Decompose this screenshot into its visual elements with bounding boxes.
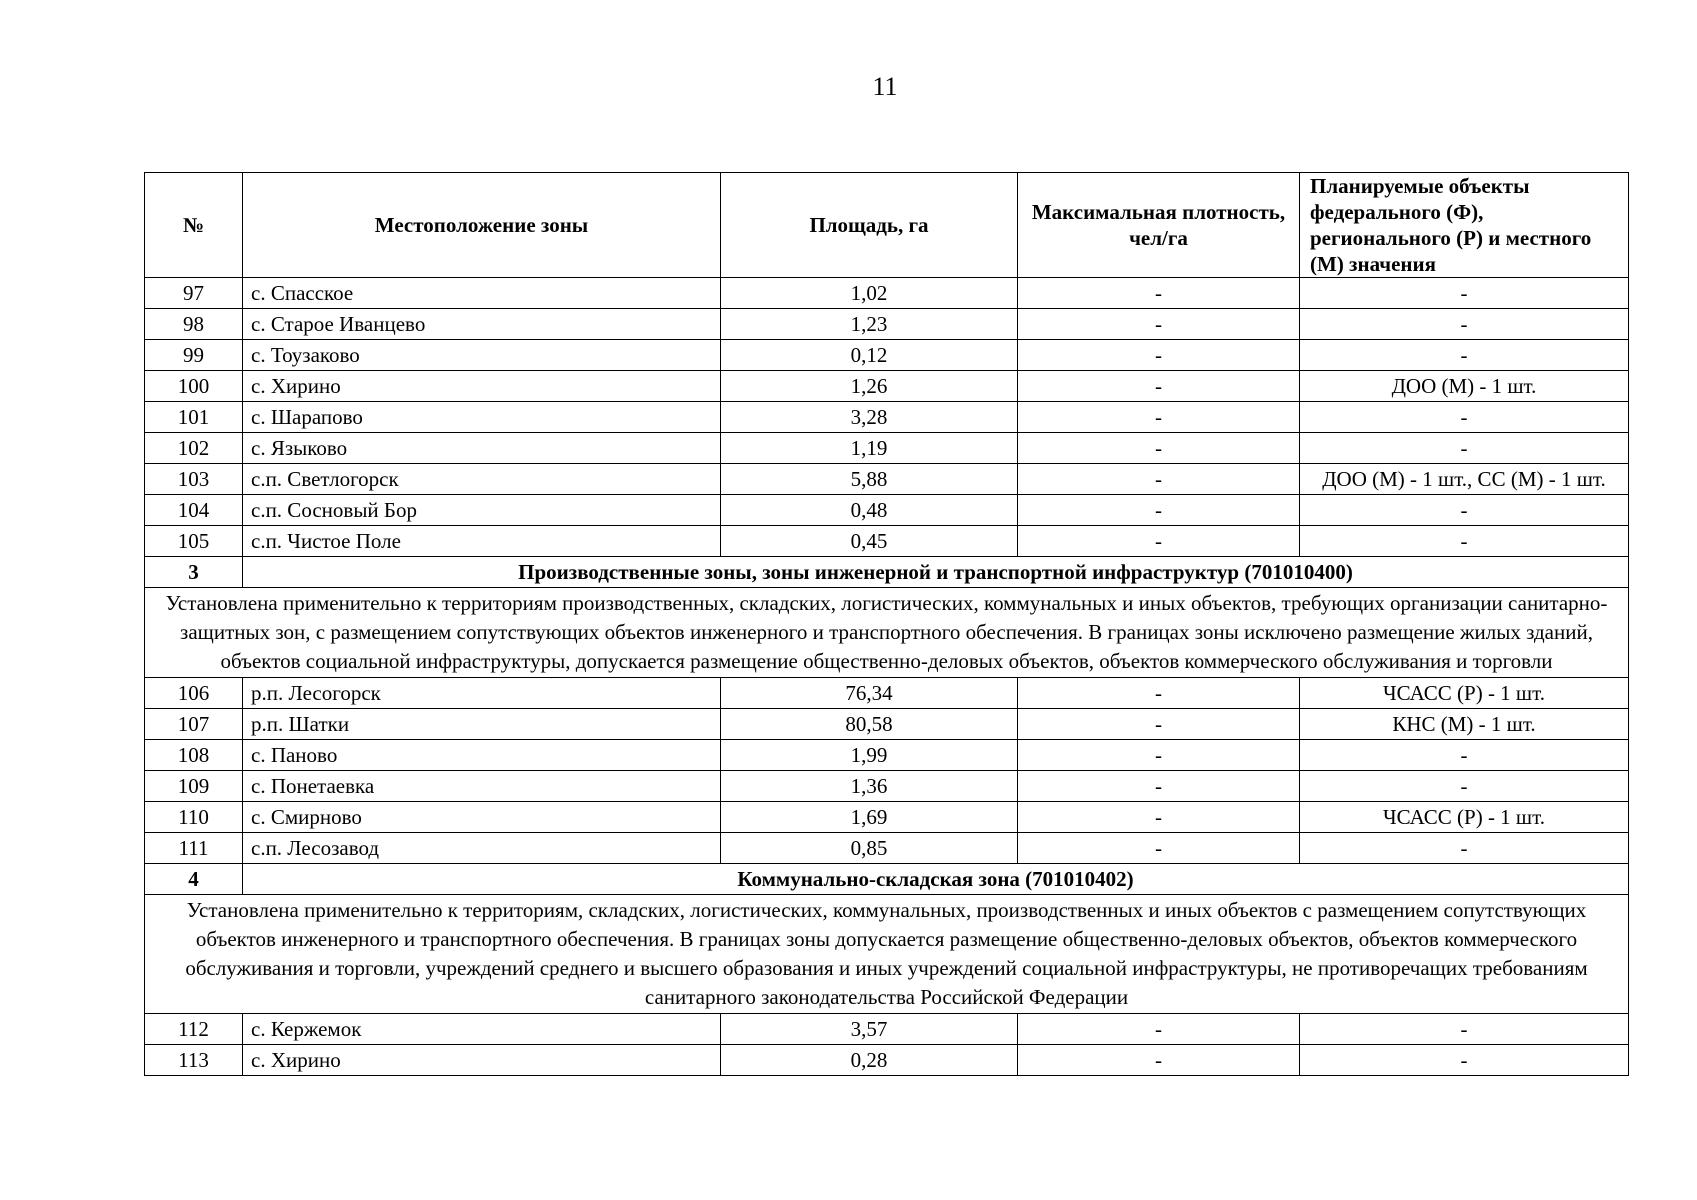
row-area: 0,45 — [721, 526, 1018, 557]
row-location: с. Кержемок — [243, 1014, 721, 1045]
row-number: 97 — [145, 278, 243, 309]
row-location: с. Хирино — [243, 371, 721, 402]
header-area: Площадь, га — [721, 173, 1018, 278]
row-number: 109 — [145, 771, 243, 802]
table-row — [145, 402, 1629, 433]
table-row — [145, 495, 1629, 526]
row-location: с. Спасское — [243, 278, 721, 309]
table-row — [145, 802, 1629, 833]
table-row — [145, 340, 1629, 371]
row-location: с.п. Сосновый Бор — [243, 495, 721, 526]
row-objects: - — [1300, 771, 1629, 802]
row-area: 3,57 — [721, 1014, 1018, 1045]
row-area: 5,88 — [721, 464, 1018, 495]
table-row — [145, 771, 1629, 802]
section-heading-row — [145, 557, 1629, 588]
row-density: - — [1018, 464, 1300, 495]
row-area: 1,36 — [721, 771, 1018, 802]
row-objects: - — [1300, 526, 1629, 557]
row-area: 0,85 — [721, 833, 1018, 864]
row-density: - — [1018, 278, 1300, 309]
row-density: - — [1018, 340, 1300, 371]
section-number: 4 — [145, 864, 243, 895]
row-area: 80,58 — [721, 709, 1018, 740]
table-row — [145, 309, 1629, 340]
section-3 — [145, 557, 1629, 678]
row-area: 1,26 — [721, 371, 1018, 402]
header-density: Максимальная плотность, чел/га — [1018, 173, 1300, 278]
row-number: 104 — [145, 495, 243, 526]
row-objects: - — [1300, 495, 1629, 526]
row-area: 0,28 — [721, 1045, 1018, 1076]
table-body-b — [145, 678, 1629, 864]
section-title: Коммунально-складская зона (701010402) — [243, 864, 1629, 895]
row-density: - — [1018, 833, 1300, 864]
row-objects: ЧСАСС (Р) - 1 шт. — [1300, 802, 1629, 833]
row-density: - — [1018, 402, 1300, 433]
row-objects: ЧСАСС (Р) - 1 шт. — [1300, 678, 1629, 709]
row-objects: - — [1300, 833, 1629, 864]
row-objects: - — [1300, 278, 1629, 309]
table-header — [145, 173, 1629, 278]
table-row — [145, 278, 1629, 309]
row-location: р.п. Лесогорск — [243, 678, 721, 709]
row-density: - — [1018, 309, 1300, 340]
header-objects: Планируемые объекты федерального (Ф), регионального (Р) и местного (М) значения — [1300, 173, 1629, 278]
zones-table — [144, 172, 1629, 1076]
table-row — [145, 464, 1629, 495]
row-objects: - — [1300, 1045, 1629, 1076]
section-number: 3 — [145, 557, 243, 588]
header-num: № — [145, 173, 243, 278]
table-row — [145, 526, 1629, 557]
section-description-row — [145, 588, 1629, 678]
row-area: 0,12 — [721, 340, 1018, 371]
section-4 — [145, 864, 1629, 1014]
table-row — [145, 833, 1629, 864]
row-density: - — [1018, 1045, 1300, 1076]
row-number: 112 — [145, 1014, 243, 1045]
table-body-c — [145, 1014, 1629, 1076]
row-location: с. Языково — [243, 433, 721, 464]
row-density: - — [1018, 495, 1300, 526]
header-location: Местоположение зоны — [243, 173, 721, 278]
row-number: 99 — [145, 340, 243, 371]
row-area: 76,34 — [721, 678, 1018, 709]
table-body-a — [145, 278, 1629, 557]
row-location: с.п. Чистое Поле — [243, 526, 721, 557]
row-density: - — [1018, 771, 1300, 802]
row-area: 0,48 — [721, 495, 1018, 526]
row-density: - — [1018, 1014, 1300, 1045]
row-number: 107 — [145, 709, 243, 740]
row-objects: - — [1300, 309, 1629, 340]
row-objects: - — [1300, 740, 1629, 771]
row-density: - — [1018, 526, 1300, 557]
row-location: с.п. Лесозавод — [243, 833, 721, 864]
row-density: - — [1018, 802, 1300, 833]
section-description: Установлена применительно к территориям, складских, логистических, коммунальных, производственных и иных объектов с размещением сопутствующих объектов инженерного и транспортного обеспечения. В границах зоны допускается размещение общественно-деловых объектов, объектов коммерческого обслуживания и торговли, учреждений среднего и высшего образования и иных учреждений социальной инфраструктуры, не противоречащих требованиям санитарного законодательства Российской Федерации — [145, 895, 1629, 1014]
table-row — [145, 433, 1629, 464]
table-row — [145, 709, 1629, 740]
section-description-row — [145, 895, 1629, 1014]
row-number: 101 — [145, 402, 243, 433]
row-density: - — [1018, 433, 1300, 464]
row-number: 113 — [145, 1045, 243, 1076]
row-number: 98 — [145, 309, 243, 340]
row-density: - — [1018, 740, 1300, 771]
row-density: - — [1018, 678, 1300, 709]
row-number: 105 — [145, 526, 243, 557]
row-objects: КНС (М) - 1 шт. — [1300, 709, 1629, 740]
row-objects: - — [1300, 340, 1629, 371]
row-location: с. Тоузаково — [243, 340, 721, 371]
table-row — [145, 678, 1629, 709]
table-row — [145, 740, 1629, 771]
table-row — [145, 371, 1629, 402]
row-area: 1,99 — [721, 740, 1018, 771]
row-location: с. Смирново — [243, 802, 721, 833]
row-area: 1,19 — [721, 433, 1018, 464]
row-number: 102 — [145, 433, 243, 464]
row-objects: ДОО (М) - 1 шт., СС (М) - 1 шт. — [1300, 464, 1629, 495]
section-description: Установлена применительно к территориям производственных, складских, логистических, коммунальных и иных объектов, требующих организации санитарно-защитных зон, с размещением сопутствующих объектов инженерного и транспортного обеспечения. В границах зоны исключено размещение жилых зданий, объектов социальной инфраструктуры, допускается размещение общественно-деловых объектов, объектов коммерческого обслуживания и торговли — [145, 588, 1629, 678]
row-number: 103 — [145, 464, 243, 495]
row-number: 111 — [145, 833, 243, 864]
row-location: р.п. Шатки — [243, 709, 721, 740]
row-area: 3,28 — [721, 402, 1018, 433]
row-objects: - — [1300, 1014, 1629, 1045]
row-area: 1,69 — [721, 802, 1018, 833]
section-heading-row — [145, 864, 1629, 895]
row-objects: - — [1300, 433, 1629, 464]
row-location: с. Старое Иванцево — [243, 309, 721, 340]
row-location: с. Понетаевка — [243, 771, 721, 802]
row-number: 108 — [145, 740, 243, 771]
table-row — [145, 1014, 1629, 1045]
row-objects: - — [1300, 402, 1629, 433]
row-location: с. Паново — [243, 740, 721, 771]
row-location: с.п. Светлогорск — [243, 464, 721, 495]
row-number: 110 — [145, 802, 243, 833]
row-area: 1,23 — [721, 309, 1018, 340]
row-number: 106 — [145, 678, 243, 709]
section-title: Производственные зоны, зоны инженерной и транспортной инфраструктур (701010400) — [243, 557, 1629, 588]
row-area: 1,02 — [721, 278, 1018, 309]
table-row — [145, 1045, 1629, 1076]
row-location: с. Хирино — [243, 1045, 721, 1076]
row-objects: ДОО (М) - 1 шт. — [1300, 371, 1629, 402]
row-location: с. Шарапово — [243, 402, 721, 433]
row-density: - — [1018, 709, 1300, 740]
row-number: 100 — [145, 371, 243, 402]
row-density: - — [1018, 371, 1300, 402]
page-number: 11 — [872, 72, 898, 101]
